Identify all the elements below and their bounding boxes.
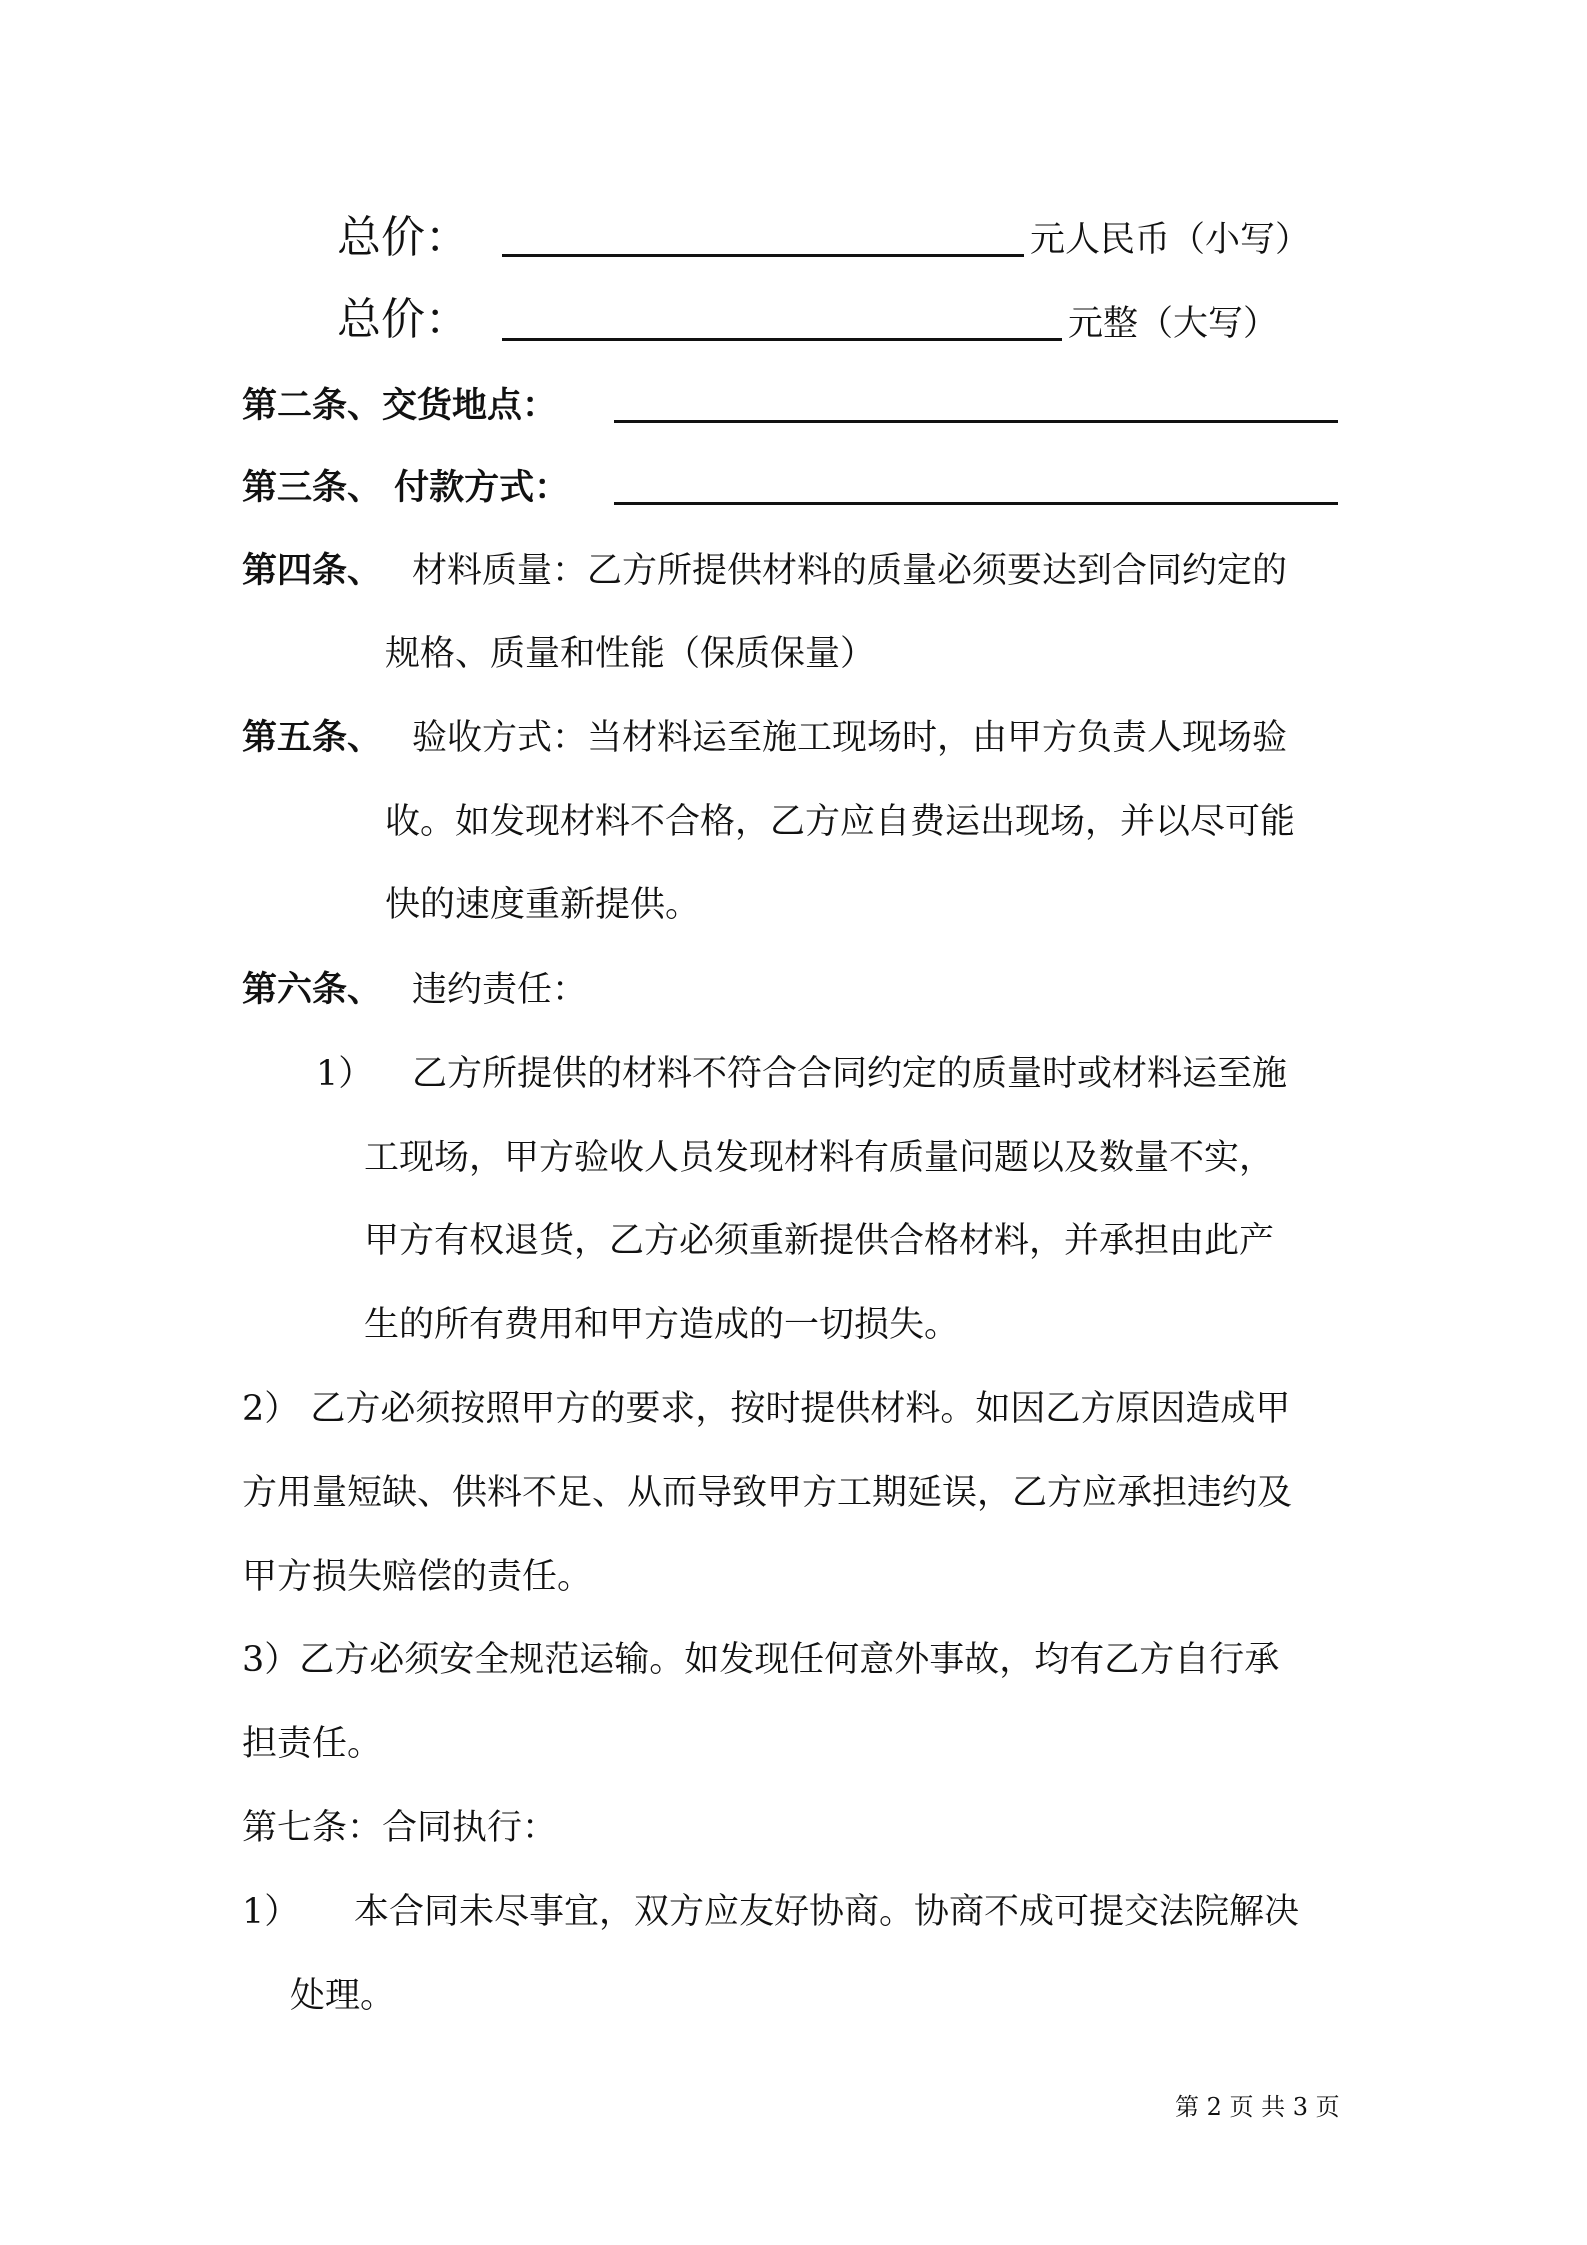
article-6-label: 第六条、 bbox=[242, 969, 383, 1010]
article-6-item-3-line-1: 3）乙方必须安全规范运输。如发现任何意外事故，均有乙方自行承 bbox=[242, 1640, 1280, 1680]
article-6-item-1-line-4: 生的所有费用和甲方造成的一切损失。 bbox=[364, 1305, 960, 1345]
total-price-small-suffix: 元人民币（小写） bbox=[1030, 220, 1311, 260]
article-2-blank bbox=[614, 420, 1338, 423]
article-6-item-1-line-3: 甲方有权退货，乙方必须重新提供合格材料，并承担由此产 bbox=[364, 1221, 1275, 1261]
total-price-small-blank bbox=[502, 254, 1024, 257]
article-6-item-2-line-2: 方用量短缺、供料不足、从而导致甲方工期延误，乙方应承担违约及 bbox=[242, 1473, 1293, 1513]
article-7-item-1-line-1: 本合同未尽事宜，双方应友好协商。协商不成可提交法院解决 bbox=[354, 1892, 1300, 1932]
article-7-title: 第七条：合同执行： bbox=[242, 1808, 558, 1848]
total-price-large-blank bbox=[502, 338, 1062, 341]
total-price-large-suffix: 元整（大写） bbox=[1068, 304, 1279, 344]
article-7-item-1-number: 1） bbox=[242, 1892, 300, 1932]
total-price-large-label: 总价： bbox=[337, 294, 469, 345]
article-5-line-1: 验收方式：当材料运至施工现场时，由甲方负责人现场验 bbox=[412, 718, 1288, 758]
article-3-blank bbox=[614, 502, 1338, 505]
article-7-item-1-line-2: 处理。 bbox=[290, 1976, 396, 2016]
article-6-item-2-line-3: 甲方损失赔偿的责任。 bbox=[242, 1557, 593, 1597]
article-2-label: 第二条、交货地点： bbox=[242, 385, 558, 426]
article-6-item-1-number: 1） bbox=[316, 1054, 374, 1094]
article-5-line-3: 快的速度重新提供。 bbox=[385, 885, 701, 925]
article-6-title: 违约责任： bbox=[412, 970, 588, 1010]
article-4-label: 第四条、 bbox=[242, 550, 383, 591]
article-4-line-1: 材料质量：乙方所提供材料的质量必须要达到合同约定的 bbox=[412, 551, 1288, 591]
article-6-item-1-line-2: 工现场，甲方验收人员发现材料有质量问题以及数量不实， bbox=[364, 1138, 1275, 1178]
article-6-item-3-line-2: 担责任。 bbox=[242, 1724, 383, 1764]
article-5-label: 第五条、 bbox=[242, 717, 383, 758]
article-4-line-2: 规格、质量和性能（保质保量） bbox=[385, 634, 876, 674]
article-6-item-2-line-1: 2） 乙方必须按照甲方的要求，按时提供材料。如因乙方原因造成甲 bbox=[242, 1389, 1291, 1429]
article-6-item-1-line-1: 乙方所提供的材料不符合合同约定的质量时或材料运至施 bbox=[412, 1054, 1288, 1094]
article-3-label: 第三条、 付款方式： bbox=[242, 467, 570, 508]
page-number: 第 2 页 共 3 页 bbox=[1175, 2093, 1340, 2121]
total-price-small-label: 总价： bbox=[337, 212, 469, 263]
article-5-line-2: 收。如发现材料不合格，乙方应自费运出现场，并以尽可能 bbox=[385, 802, 1296, 842]
